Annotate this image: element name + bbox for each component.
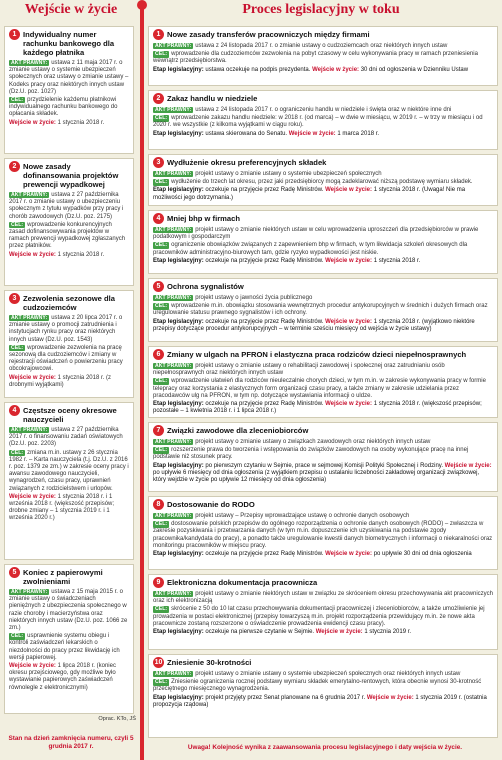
etap-text: oczekuje na przyjęcie przez Radę Ministrów. [205,551,324,558]
number-badge: 4 [153,213,164,224]
cel-text: wprowadzenie zezwolenia na pracę sezonową dla cudzoziemców i zmiany w rejestracji oświadczeń o powierzeniu pracy obcokrajowcowi. [9,344,123,373]
etap-label: Etap legislacyjny: [153,629,204,636]
akt-text: projekt ustawy o zmianie ustawy o rehabilitacji zawodowej i społecznej oraz zatrudnianiu osób niepełnosprawnych oraz niektórych innych ustaw [153,363,445,377]
cel-text: wprowadzenie m.in. obowiązku stosowania wewnętrznych procedur antykorupcyjnych w średnich i dużych firmach oraz uregulowanie statusu prawnego sygnalistów i ich ochrony. [153,303,488,317]
etap-text: oczekuje na przyjęcie przez Radę Ministrów. [205,187,324,194]
akt-text: ustawa z 27 października 2017 r. o finansowaniu zadań oświatowych (Dz.U. poz. 2203) [9,427,123,448]
card-title: Dostosowanie do RODO [167,500,255,509]
left-card-2 [4,158,134,286]
wejscie-label: Wejście w życie: [312,66,360,73]
card-title: Nowe zasady transferów pracowniczych między firmami [167,30,370,39]
left-card-4 [4,402,134,560]
akt-tag: AKT PRAWNY: [155,107,192,113]
akt-tag: AKT PRAWNY: [155,439,192,445]
cel-text: przydzielenie każdemu płatnikowi indywidualnego rachunku bankowego do opłacania składek. [9,97,118,118]
wejscie-label: Wejście w życie: [288,130,336,137]
akt-tag: AKT PRAWNY: [155,513,192,519]
cel-text: wprowadzenie dla cudzoziemców zezwolenia na pobyt czasowy w celu wykonywania pracy w ramach przeniesienia wewnątrz przedsiębiorstwa. [153,51,478,65]
cel-tag: CEL: [155,679,168,686]
wejscie-label: Wejście w życie: [9,251,56,258]
card-title: Indywidualny numer rachunku bankowego dla każdego płatnika [23,30,115,57]
wejscie-text: po upływie 30 dni od dnia ogłoszenia [373,551,472,558]
right-card-2 [148,90,498,150]
cel-text: wydłużenie do trzech lat okresu, przez jaki przedsiębiorcy mogą zadeklarować niższą podstawę wymiaru składek. [171,179,473,186]
etap-label: Etap legislacyjny: [153,257,204,264]
akt-tag: AKT PRAWNY: [11,427,48,433]
card-title: Zniesienie 30-krotności [167,658,252,667]
cel-text: rozszerzenie prawa do tworzenia i wstępowania do związków zawodowych na osoby wykonujące pracę na innej podstawie niż stosunek pracy. [153,447,469,461]
wejscie-label: Wejście w życie: [325,187,373,194]
akt-tag: AKT PRAWNY: [155,43,192,49]
akt-tag: AKT PRAWNY: [155,171,192,177]
akt-tag: AKT PRAWNY: [11,60,48,66]
footer-note-date: Stan na dzień zamknięcia numeru, czyli 5 grudnia 2017 r. [8,735,134,750]
wejscie-text: 1 stycznia 2018 r. [57,251,105,258]
wejscie-text: 1 stycznia 2018 r. (z drobnymi wyjątkami) [9,374,111,388]
akt-text: ustawa z 15 maja 2015 r. o zmianie ustawy o świadczeniach pieniężnych z ubezpieczenia społecznego w razie choroby i macierzyństwa oraz niektórych innych ustaw (Dz.U. poz. 1066 ze zm.) [9,589,128,632]
wejscie-label: Wejście w życie: [325,551,373,558]
wejscie-text: 1 stycznia 2018 r. (Uwaga! Nie ma możliwości jego dotrzymania.) [153,187,466,201]
number-badge: 1 [9,29,20,40]
cel-tag: CEL: [11,449,24,456]
right-column-title: Proces legislacyjny w toku [242,2,400,17]
left-column-title: Wejście w życie [24,2,118,17]
wejscie-text: 1 stycznia 2019 r. (ostatnia propozycja rządowa) [153,694,487,708]
credit: Oprac. KTo, JŚ [98,716,136,722]
cel-text: wprowadzenie konkurencyjnych zasad dofinansowywania projektów w ramach prewencji wypadkowej zgłaszanych przez płatników. [9,221,126,250]
akt-text: ustawa z 20 lipca 2017 r. o zmianie ustawy o promocji zatrudnienia i instytucjach rynku pracy oraz niektórych innych ustaw (Dz.U. poz. 1543) [9,315,123,343]
akt-tag: AKT PRAWNY: [11,192,48,198]
akt-tag: AKT PRAWNY: [155,591,192,597]
wejscie-text: 1 lipca 2018 r. (koniec okresu przejściowego, gdy możliwe było wystawianie papierowych zaświadczeń równolegle z elektronicznymi) [9,663,116,691]
wejscie-label: Wejście w życie: [366,694,414,701]
cel-tag: CEL: [155,378,168,385]
wejscie-label: Wejście w życie: [9,493,56,500]
wejscie-text: 1 stycznia 2018 r. (wyjątkowo niektóre przepisy dotyczące procedur antykorupcyjnych – w terminie sześciu miesięcy od wejścia w życie ustawy) [153,318,475,332]
wejscie-text: 1 stycznia 2018 r. [57,119,105,126]
cel-text: ograniczenie obowiązków związanych z zapewnieniem bhp w firmach, w tym likwidacja szkoleń okresowych dla pracowników administracyjno-biurowych tam, gdzie ryzyko wypadkowości jest niskie. [153,242,468,256]
etap-text: ustawa oczekuje na podpis prezydenta. [205,66,311,73]
cel-tag: CEL: [155,303,168,310]
right-card-8 [148,496,498,570]
akt-text: ustawa z 11 maja 2017 r. o zmianie ustawy o systemie ubezpieczeń społecznych oraz ustawy o zmianie ustawy – Kodeks pracy oraz niektórych innych ustaw (Dz.U. poz. 1027) [9,60,129,95]
card-title: Związki zawodowe dla zleceniobiorców [167,426,309,435]
cel-text: usprawnienie systemu obiegu i kontroli zaświadczeń lekarskich o niezdolności do pracy przez likwidację ich wersji papierowej. [9,633,120,661]
number-badge: 7 [153,425,164,436]
etap-text: projekt przyjęty przez Senat planowane na 6 grudnia 2017 r. [205,694,366,701]
number-badge: 9 [153,577,164,588]
akt-tag: AKT PRAWNY: [11,589,48,595]
etap-label: Etap legislacyjny: [153,462,204,469]
wejscie-text: po upływie 6 miesięcy od dnia ogłoszenia (z wyjątkiem przepisu o ustalaniu liczebności zakładowej organizacji związkowej, który wejdzie w życie po upływie 12 miesięcy od dnia ogłoszenia) [153,469,480,484]
cel-tag: CEL: [155,606,168,613]
wejscie-text: 1 marca 2018 r. [337,130,380,137]
cel-tag: CEL: [11,97,24,104]
number-badge: 6 [153,349,164,360]
etap-label: Etap legislacyjny: [153,551,204,558]
wejscie-label: Wejście w życie: [444,462,492,469]
akt-text: ustawa z 24 listopada 2017 r. o ograniczeniu handlu w niedziele i święta oraz w niektóre inne dni [195,107,452,113]
akt-text: projekt ustawy o zmianie ustawy o systemie ubezpieczeń społecznych [195,171,382,177]
cel-tag: CEL: [155,115,168,122]
etap-text: oczekuje na przyjęcie przez Radę Ministrów. [205,257,324,264]
cel-tag: CEL: [11,344,24,351]
etap-text: oczekuje na przyjęcie przez Radę Ministrów. [205,318,324,325]
number-badge: 2 [153,93,164,104]
number-badge: 3 [9,293,20,304]
right-card-5 [148,278,498,342]
cel-tag: CEL: [155,51,168,58]
akt-text: projekt ustawy o zmianie ustawy o związkach zawodowych oraz niektórych innych ustaw [195,439,431,445]
right-card-9 [148,574,498,650]
card-title: Koniec z papierowymi zwolnieniami [23,568,103,586]
akt-text: ustawa z 24 listopada 2017 r. o zmianie ustawy o cudzoziemcach oraz niektórych innych ustaw [195,43,448,49]
akt-tag: AKT PRAWNY: [155,227,192,233]
akt-tag: AKT PRAWNY: [11,315,48,321]
cel-text: zmiana m.in. ustawy z 26 stycznia 1982 r. – Karta nauczyciela (t.j. Dz.U. z 2016 r. poz. 1379 ze zm.) w zakresie oceny pracy i awansu zawodowego nauczycieli, wynagrodzeń, czasu pracy, uprawnień związanych z rodzicielstwem i urlopów. [9,449,129,492]
akt-text: projekt ustawy – Przepisy wprowadzające ustawę o ochronie danych osobowych [195,513,410,519]
akt-text: projekt ustawy o zmianie niektórych ustaw w związku ze skróceniem okresu przechowywania akt pracowniczych oraz ich elektronizacją [153,591,494,605]
number-badge: 5 [9,567,20,578]
header [0,0,502,24]
wejscie-label: Wejście w życie: [325,257,373,264]
timeline-line [140,8,144,760]
card-title: Zakaz handlu w niedziele [167,94,258,103]
wejscie-text: 1 stycznia 2019 r. [364,629,412,636]
wejscie-label: Wejście w życie: [9,119,56,126]
akt-text: projekt ustawy o zmianie niektórych ustaw w celu wprowadzenia uproszczeń dla przedsiębiorców w prawie podatkowym i gospodarczym [153,227,479,241]
card-title: Częstsze oceny okresowe nauczycieli [23,406,117,424]
right-card-10 [148,654,498,738]
etap-label: Etap legislacyjny: [153,66,204,73]
cel-text: Zniesienie ograniczenia rocznej podstawy wymiaru składek emerytalno-rentowych, która obecnie wynosi 30-krotność przeciętnego miesięcznego wynagrodzenia. [153,679,482,693]
number-badge: 3 [153,157,164,168]
cel-tag: CEL: [11,633,24,640]
number-badge: 1 [153,29,164,40]
wejscie-text: 1 stycznia 2018 r. (większość przepisów; pozostałe – 1 kwietnia 2018 r. i 1 lipca 2018 r.) [153,401,482,415]
etap-label: Etap legislacyjny: [153,130,204,137]
wejscie-label: Wejście w życie: [9,374,56,381]
etap-text: oczekuje na przyjęcie przez Radę Ministrów. [205,401,324,408]
akt-text: projekt ustawy o zmianie ustawy o systemie ubezpieczeń społecznych oraz niektórych innych ustaw [195,671,461,677]
etap-text: po pierwszym czytaniu w Sejmie, prace w sejmowej Komisji Polityki Społecznej i Rodziny. [205,462,443,469]
card-title: Zmiany w ulgach na PFRON i elastyczna praca rodziców dzieci niepełnosprawnych [167,350,467,359]
right-card-4 [148,210,498,274]
number-badge: 10 [154,659,163,666]
akt-tag: AKT PRAWNY: [155,295,192,301]
card-title: Wydłużenie okresu preferencyjnych składek [167,158,327,167]
card-title: Mniej bhp w firmach [167,214,240,223]
cel-tag: CEL: [11,221,24,228]
wejscie-label: Wejście w życie: [315,629,363,636]
cel-tag: CEL: [155,447,168,454]
number-badge: 8 [153,499,164,510]
right-card-7 [148,422,498,492]
etap-label: Etap legislacyjny: [153,318,204,325]
akt-tag: AKT PRAWNY: [155,363,192,369]
wejscie-label: Wejście w życie: [325,318,373,325]
cel-tag: CEL: [155,521,168,528]
left-card-5 [4,564,134,714]
card-title: Ochrona sygnalistów [167,282,244,291]
cel-text: wprowadzenie zakazu handlu niedziele: w 2018 r. (od marca) – w dwie w miesiącu, w 2019 r. – w trzy w miesiącu i od 2020 r. we wszystkie (z kilkoma wyjątkami w ciągu roku). [153,115,483,129]
card-title: Zezwolenia sezonowe dla cudzoziemców [23,294,115,312]
left-card-3 [4,290,134,398]
cel-text: dostosowanie polskich przepisów do ogólnego rozporządzenia o ochronie danych osobowych (RODO) – zwłaszcza w zakresie pozyskiwania i przetwarzania danych (w tym m.in. dopuszczenie ich uzyskiwania na podstawie zgody pracownika/kandydata do pracy), a ponadto także uregulowanie kwestii danych biometrycznych i informacji o niekaralności oraz monitoringu pracowników w miejscu pracy. [153,521,493,549]
card-title: Elektroniczna dokumentacja pracownicza [167,578,318,587]
etap-label: Etap legislacyjny: [153,401,204,408]
number-badge: 4 [9,405,20,416]
wejscie-text: 1 stycznia 2018 r. i 1 września 2018 r. (większość przepisów; drobne zmiany – 1 stycznia 2019 r. i 1 września 2020 r.) [9,493,115,522]
right-card-1 [148,26,498,86]
akt-tag: AKT PRAWNY: [155,671,192,677]
wejscie-label: Wejście w życie: [9,663,56,670]
wejscie-label: Wejście w życie: [325,401,373,408]
akt-text: projekt ustawy o jawności życia publicznego [195,295,313,301]
card-title: Nowe zasady dofinansowania projektów prewencji wypadkowej [23,162,119,189]
cel-tag: CEL: [155,179,168,186]
cel-text: skrócenie z 50 do 10 lat czasu przechowywania dokumentacji pracowniczej i zleceniobiorców, a także umożliwienie jej prowadzenia w postaci elektronicznej (przepisy towarzyszą m.in. projekt rozporządzenia przewidujący m.in. że nowe akta pracownicze zostaną rozszerzone o oświadczenie prowadzenia ewidencji czasu pracy). [153,606,485,627]
etap-text: oczekuje na pierwsze czytanie w Sejmie. [205,629,315,636]
right-card-6 [148,346,498,418]
right-card-3 [148,154,498,206]
wejscie-text: 1 stycznia 2018 r. [373,257,421,264]
footer-note-order: Uwaga! Kolejność wynika z zaawansowania procesu legislacyjnego i daty wejścia w życie. [187,744,463,751]
number-badge: 5 [153,281,164,292]
number-badge: 2 [9,161,20,172]
cel-text: wprowadzenie ułatwień dla rodziców nieuleczalnie chorych dzieci, w tym m.in. w zakresie wykonywania pracy w formie telepracy oraz korzystania z elastycznych form organizacji czasu pracy, a także zmiany w zakresie udzielania przez pracodawców ulg na PFRON, w tym np. dotyczące wystawiania informacji o uldze. [153,378,486,399]
wejscie-text: 30 dni od ogłoszenia w Dzienniku Ustaw [360,66,469,73]
etap-text: ustawa skierowana do Senatu. [205,130,288,137]
left-card-1 [4,26,134,154]
cel-tag: CEL: [155,242,168,249]
etap-label: Etap legislacyjny: [153,694,204,701]
etap-label: Etap legislacyjny: [153,187,204,194]
akt-text: ustawa z 27 października 2017 r. o zmianie ustawy o ubezpieczeniu społecznym z tytułu wypadków przy pracy i chorób zawodowych (Dz.U. poz. 2175) [9,192,124,220]
